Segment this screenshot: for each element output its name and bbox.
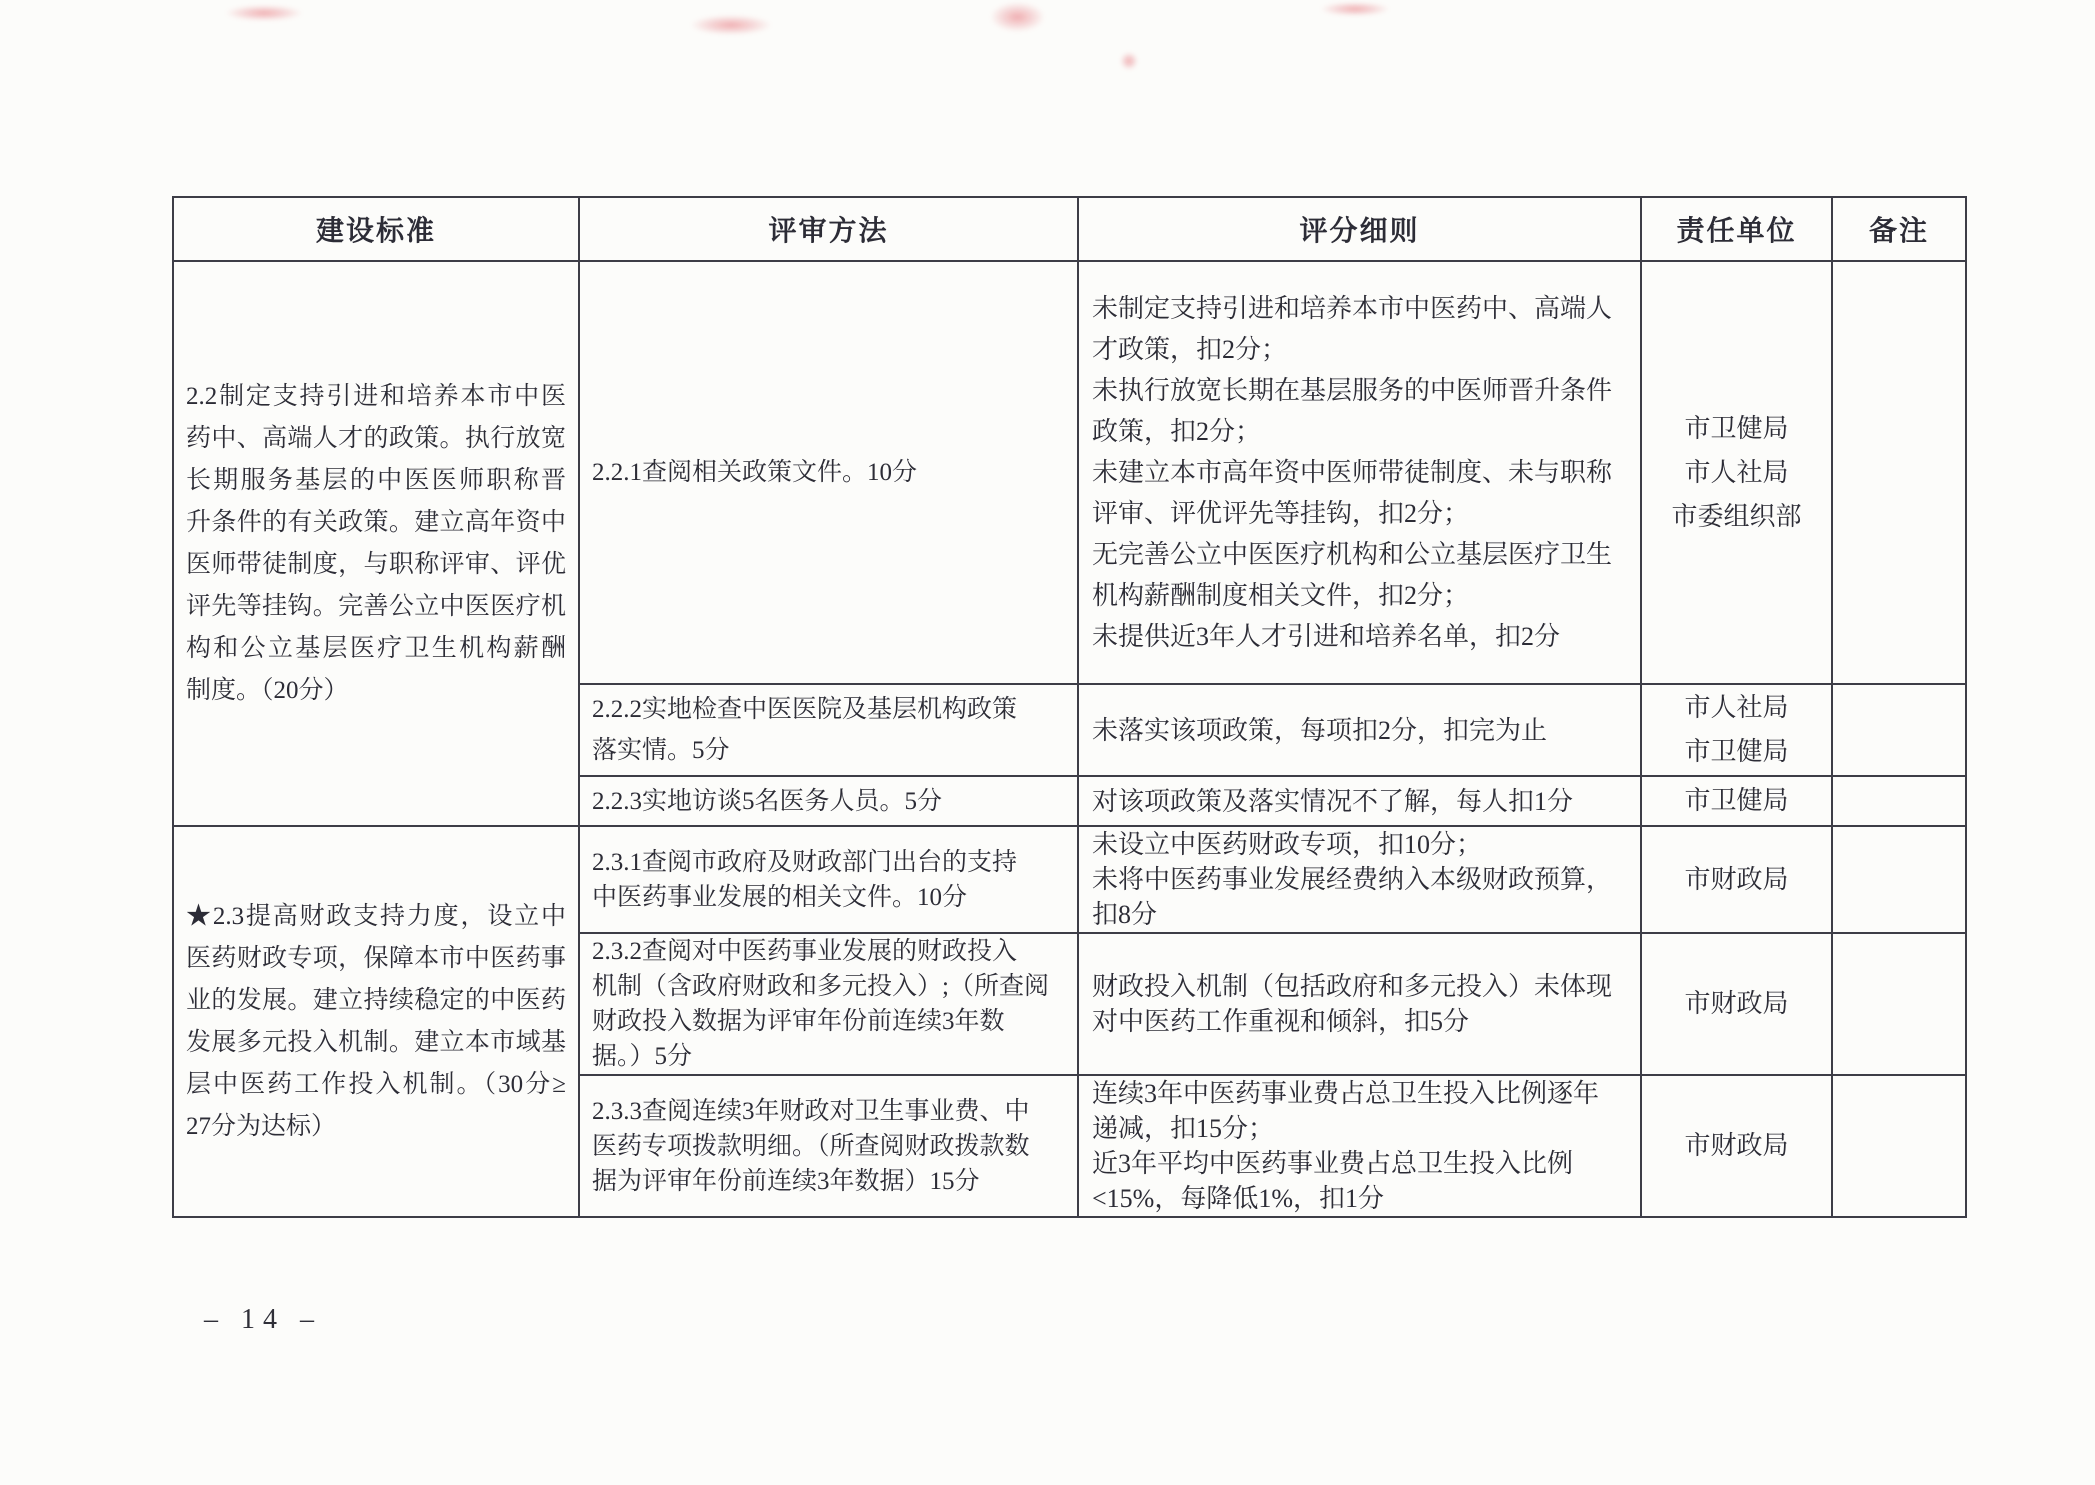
cell-scoring-2-3-3 [1078, 1075, 1641, 1217]
cell-remark-2-2-3 [1832, 776, 1966, 826]
text-line: 构和公立基层医疗卫生机构薪酬 [186, 634, 566, 662]
cell-method-2-3-2 [579, 933, 1078, 1075]
text-line: 医师带徒制度，与职称评审、评优 [186, 550, 566, 578]
text-line: 机制（含政府财政和多元投入）;（所查阅 [592, 973, 1049, 1000]
text-line: ★2.3提高财政支持力度，设立中 [186, 902, 566, 930]
text-line: 据。）5分 [592, 1043, 693, 1070]
scan-artifact [225, 5, 303, 21]
scan-artifact [990, 2, 1045, 32]
text-line: 发展多元投入机制。建立本市域基 [186, 1028, 566, 1056]
cell-scoring-2-3-1 [1078, 826, 1641, 933]
text-line: 未执行放宽长期在基层服务的中医师晋升条件 [1092, 376, 1613, 405]
cell-scoring-2-2-2 [1078, 684, 1641, 776]
text-line: 升条件的有关政策。建立高年资中 [186, 508, 566, 536]
text-line: 医药财政专项，保障本市中医药事 [186, 944, 566, 972]
text-line: 未提供近3年人才引进和培养名单，扣2分 [1092, 622, 1561, 651]
text-line: 落实情。5分 [592, 737, 730, 764]
cell-units-2-3-1 [1641, 826, 1832, 933]
text-line: 中医药事业发展的相关文件。10分 [592, 883, 968, 911]
cell-method-2-2-2 [579, 684, 1078, 776]
text-line: 2.2.1查阅相关政策文件。10分 [592, 459, 918, 486]
text-line: 对中医药工作重视和倾斜，扣5分 [1092, 1007, 1470, 1036]
text-line: 才政策，扣2分； [1092, 335, 1288, 364]
text-line: 未建立本市高年资中医师带徒制度、未与职称 [1092, 458, 1613, 487]
text-line: 扣8分 [1092, 900, 1158, 929]
text-line: 财政投入机制（包括政府和多元投入）未体现 [1092, 972, 1613, 1001]
text-line: 2.3.2查阅对中医药事业发展的财政投入 [592, 938, 1018, 965]
cell-method-2-2-1 [579, 261, 1078, 684]
cell-scoring-2-2-1 [1078, 261, 1641, 684]
col-header-standard: 建设标准 [173, 197, 579, 261]
text-line: 市卫健局 [1684, 737, 1789, 766]
evaluation-table [172, 196, 1967, 1218]
text-line: 市人社局 [1684, 457, 1789, 487]
text-line: 制度。（20分） [186, 676, 349, 704]
text-line: 未设立中医药财政专项，扣10分； [1092, 830, 1483, 859]
text-line: <15%，每降低1%，扣1分 [1092, 1184, 1384, 1213]
text-line: 长期服务基层的中医医师职称晋 [186, 466, 566, 494]
text-line: 评审、评优评先等挂钩，扣2分； [1092, 499, 1470, 528]
text-line: 市财政局 [1684, 989, 1789, 1018]
text-line: 2.3.3查阅连续3年财政对卫生事业费、中 [592, 1097, 1030, 1125]
col-header-scoring: 评分细则 [1078, 197, 1641, 261]
text-line: 市财政局 [1684, 864, 1789, 894]
text-line: 市人社局 [1684, 693, 1789, 722]
cell-units-2-2-3 [1641, 776, 1832, 826]
text-line: 对该项政策及落实情况不了解，每人扣1分 [1092, 786, 1574, 816]
text-line: 市委组织部 [1671, 501, 1802, 531]
table-header-row [173, 197, 1966, 261]
scan-artifact [1120, 52, 1138, 70]
cell-units-2-3-2 [1641, 933, 1832, 1075]
text-line: 无完善公立中医医疗机构和公立基层医疗卫生 [1092, 540, 1613, 569]
table-row [173, 826, 1966, 933]
text-line: 近3年平均中医药事业费占总卫生投入比例 [1092, 1149, 1574, 1178]
col-header-remark: 备注 [1832, 197, 1966, 261]
text-line: 据为评审年份前连续3年数据）15分 [592, 1167, 980, 1195]
text-line: 药中、高端人才的政策。执行放宽 [186, 424, 566, 452]
text-line: 2.2制定支持引进和培养本市中医 [186, 382, 566, 410]
text-line: 机构薪酬制度相关文件，扣2分； [1092, 581, 1470, 610]
scan-artifact [690, 15, 772, 35]
text-line: 连续3年中医药事业费占总卫生投入比例逐年 [1092, 1079, 1600, 1108]
text-line: 政策，扣2分； [1092, 417, 1262, 446]
cell-units-2-2-2 [1641, 684, 1832, 776]
text-line: 27分为达标） [186, 1112, 337, 1140]
text-line: 医药专项拨款明细。（所查阅财政拨款数 [592, 1132, 1030, 1160]
cell-method-2-2-3 [579, 776, 1078, 826]
text-line: 未落实该项政策，每项扣2分，扣完为止 [1092, 715, 1548, 745]
text-line: 市卫健局 [1684, 413, 1789, 443]
text-line: 市财政局 [1684, 1131, 1789, 1160]
cell-remark-2-3-2 [1832, 933, 1966, 1075]
col-header-unit: 责任单位 [1641, 197, 1832, 261]
cell-method-2-3-3 [579, 1075, 1078, 1217]
text-line: 2.2.3实地访谈5名医务人员。5分 [592, 787, 943, 815]
table-row [173, 261, 1966, 684]
text-line: 市卫健局 [1684, 786, 1789, 815]
text-line: 未将中医药事业发展经费纳入本级财政预算， [1092, 865, 1613, 894]
cell-remark-2-3-3 [1832, 1075, 1966, 1217]
page-number: – 14 – [204, 1304, 322, 1335]
text-line: 财政投入数据为评审年份前连续3年数 [592, 1008, 1005, 1035]
cell-units-2-2-1 [1641, 261, 1832, 684]
cell-standard-2-3 [173, 826, 579, 1217]
text-line: 2.2.2实地检查中医医院及基层机构政策 [592, 696, 1018, 723]
cell-remark-2-3-1 [1832, 826, 1966, 933]
col-header-method: 评审方法 [579, 197, 1078, 261]
text-line: 未制定支持引进和培养本市中医药中、高端人 [1092, 294, 1613, 323]
cell-units-2-3-3 [1641, 1075, 1832, 1217]
text-line: 递减，扣15分； [1092, 1114, 1275, 1143]
text-line: 业的发展。建立持续稳定的中医药 [186, 986, 566, 1014]
cell-remark-2-2-2 [1832, 684, 1966, 776]
cell-remark-2-2-1 [1832, 261, 1966, 684]
scan-artifact [1320, 2, 1390, 16]
cell-method-2-3-1 [579, 826, 1078, 933]
cell-scoring-2-3-2 [1078, 933, 1641, 1075]
cell-standard-2-2 [173, 261, 579, 826]
text-line: 评先等挂钩。完善公立中医医疗机 [186, 592, 566, 620]
cell-scoring-2-2-3 [1078, 776, 1641, 826]
text-line: 2.3.1查阅市政府及财政部门出台的支持 [592, 848, 1018, 876]
text-line: 层中医药工作投入机制。（30分≥ [186, 1070, 566, 1098]
